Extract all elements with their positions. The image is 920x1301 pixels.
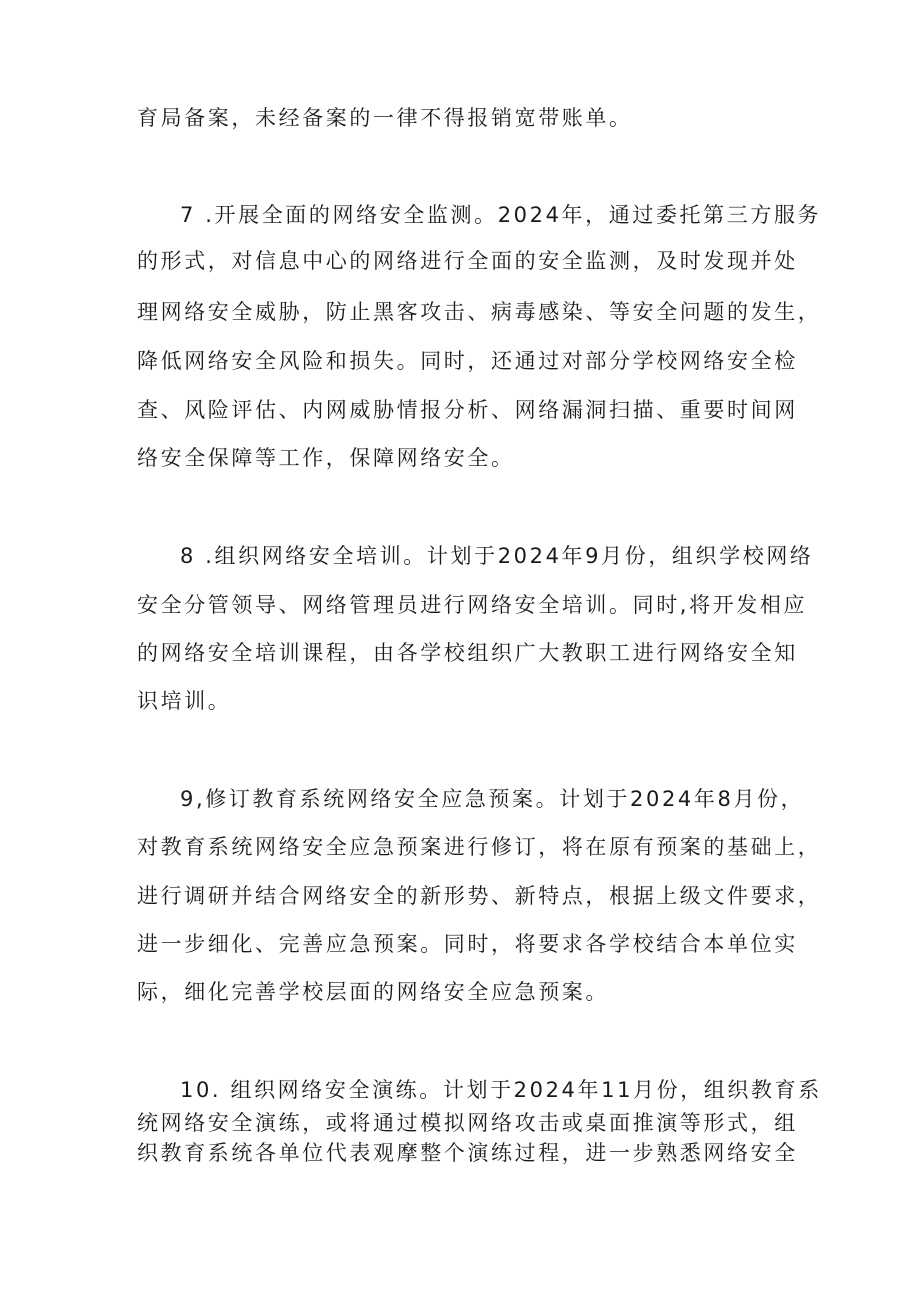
- text-line: 进一步细化、完善应急预案。同时，将要求各学校结合本单位实: [137, 932, 798, 956]
- text-line: 织教育系统各单位代表观摩整个演练过程，进一步熟悉网络安全: [137, 1141, 798, 1165]
- text-line: 的网络安全培训课程，由各学校组织广大教职工进行网络安全知: [137, 641, 798, 665]
- text-line: 识培训。: [137, 689, 232, 713]
- text-line: 查、风险评估、内网威胁情报分析、网络漏洞扫描、重要时间网: [137, 398, 798, 422]
- item-9-heading-line: 9,修订教育系统网络安全应急预案。计划于2024年8月份，: [180, 787, 805, 811]
- text-line: 络安全保障等工作，保障网络安全。: [137, 446, 515, 470]
- item-10-heading-line: 10. 组织网络安全演练。计划于2024年11月份，组织教育系: [180, 1078, 822, 1102]
- text-line: 降低网络安全风险和损失。同时，还通过对部分学校网络安全检: [137, 349, 798, 373]
- item-8-heading-line: 8 .组织网络安全培训。计划于2024年9月份，组织学校网络: [180, 544, 814, 568]
- item-7-heading-line: 7 .开展全面的网络安全监测。2024年，通过委托第三方服务: [180, 203, 822, 227]
- text-line: 安全分管领导、网络管理员进行网络安全培训。同时,将开发相应: [137, 593, 808, 617]
- text-line: 的形式，对信息中心的网络进行全面的安全监测，及时发现并处: [137, 249, 798, 273]
- text-line: 际，细化完善学校层面的网络安全应急预案。: [137, 980, 609, 1004]
- text-line: 统网络安全演练，或将通过模拟网络攻击或桌面推演等形式，组: [137, 1111, 798, 1135]
- text-line: 育局备案，未经备案的一律不得报销宽带账单。: [137, 106, 633, 130]
- text-line: 对教育系统网络安全应急预案进行修订，将在原有预案的基础上，: [137, 835, 822, 859]
- text-line: 进行调研并结合网络安全的新形势、新特点，根据上级文件要求，: [137, 884, 822, 908]
- text-line: 理网络安全威胁，防止黑客攻击、病毒感染、等安全问题的发生，: [137, 300, 822, 324]
